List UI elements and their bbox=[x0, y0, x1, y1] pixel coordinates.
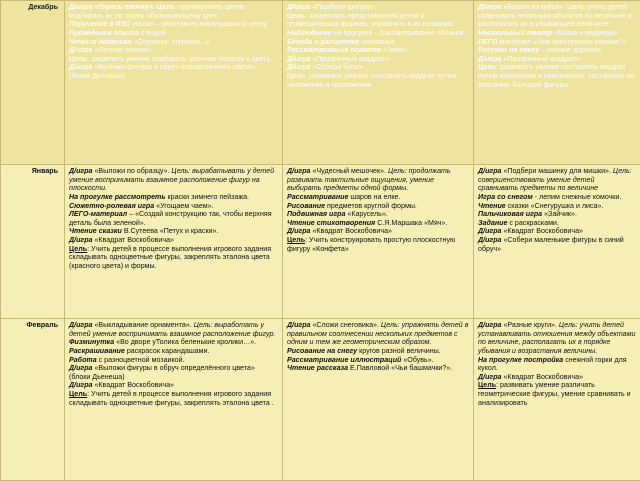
text-run: «Прозрачный квадрат» bbox=[502, 55, 580, 63]
text-run: Д/игра bbox=[478, 321, 502, 329]
cell-line bbox=[287, 193, 469, 202]
text-run: Д/игра bbox=[287, 3, 311, 11]
text-run: Д/игра bbox=[287, 167, 311, 175]
cell-line bbox=[287, 167, 469, 193]
text-run: «Выложи фигуры в обруч определённого цвета» (блоки Дьенеша) bbox=[69, 364, 255, 381]
cell-line bbox=[478, 46, 636, 55]
cell-line bbox=[287, 3, 469, 12]
cell-line bbox=[478, 210, 636, 219]
text-run: Д/игра bbox=[478, 227, 502, 235]
text-run: Д/игра bbox=[69, 364, 93, 372]
text-run: «Квадрат Воскобовича» bbox=[311, 227, 392, 235]
text-run: Д/игра bbox=[69, 167, 93, 175]
cell-line bbox=[478, 219, 636, 228]
cell-line bbox=[478, 167, 636, 193]
cell-line bbox=[69, 364, 278, 381]
text-run: Чтение сказки bbox=[69, 227, 122, 235]
text-run: На прогулке рассмотреть bbox=[69, 193, 166, 201]
text-run: «Чудесный мешочек». bbox=[311, 167, 388, 175]
text-run: Цель: упражнять детей в правильном соотнесении нескольких предметов с одним и тем же геометрическим образом. bbox=[287, 321, 468, 346]
cell-line bbox=[69, 193, 278, 202]
cell-line bbox=[287, 202, 469, 211]
text-run: «Квадрат Воскобовича» bbox=[93, 381, 174, 389]
text-run: Раскрашивание bbox=[69, 347, 125, 355]
text-run: «Подбери фигуру». bbox=[311, 3, 377, 11]
cell-line bbox=[478, 381, 636, 407]
text-run: «Разные круги». bbox=[502, 321, 559, 329]
text-run: : закрепить умение подбирать цветные полоски к цвету. bbox=[87, 55, 271, 63]
text-run: Рисование на снегу bbox=[287, 347, 357, 355]
text-run: Проведение опыта bbox=[69, 29, 139, 37]
text-run: Цель bbox=[287, 236, 305, 244]
text-run: Чтение bbox=[478, 202, 506, 210]
cell-line bbox=[287, 364, 469, 373]
cell-line bbox=[69, 245, 278, 271]
text-run: ЛЕГО-материал bbox=[69, 210, 127, 218]
text-run: Д/игра bbox=[287, 227, 311, 235]
text-run: Д/игра bbox=[287, 55, 311, 63]
text-run: Беседа о расцветке bbox=[287, 38, 359, 46]
text-run: «Выложи фигуры в обруч определённого цвета» (блоки Дьенеша) bbox=[69, 63, 255, 80]
text-run: : развивать умение различать геометрические фигуры, умение сравнивать и анализировать bbox=[478, 381, 631, 406]
row-december bbox=[1, 1, 640, 165]
cell-line bbox=[69, 227, 278, 236]
text-run: – «Создай конструкцию так, чтобы верхняя деталь была зеленой». bbox=[69, 210, 272, 227]
cell-line bbox=[287, 321, 469, 347]
january-cell-1 bbox=[65, 165, 283, 319]
cell-line bbox=[69, 236, 278, 245]
text-run: Работа bbox=[69, 356, 97, 364]
cell-line bbox=[69, 46, 278, 55]
text-run: Рассматривание иллюстраций bbox=[287, 356, 401, 364]
cell-line bbox=[69, 20, 278, 29]
text-run: Поручение в ИЗО bbox=[69, 20, 130, 28]
text-run: Цель: учить детей устанавливать отношения между объектами по величине, располагать их в порядке убывания и возрастания величины. bbox=[478, 321, 635, 355]
text-run: «Обувь». bbox=[401, 356, 433, 364]
text-run: «Собери бусы» bbox=[311, 63, 364, 71]
text-run: Цель bbox=[69, 55, 87, 63]
cell-line bbox=[478, 227, 636, 236]
text-run: «Башня из кубов». Цель: учить детей сравнивать несколько объектов по величине и располагать их в убывающей величине bbox=[478, 3, 632, 28]
text-run: Сюжетно-ролевая игра bbox=[69, 202, 154, 210]
text-run: «Квадрат Воскобовича» bbox=[93, 236, 174, 244]
cell-line bbox=[69, 338, 278, 347]
text-run: Цель: совершенствовать умение детей сравнивать предметы по величине bbox=[478, 167, 632, 192]
cell-line bbox=[478, 321, 636, 356]
text-run: с раскрасками. bbox=[507, 219, 558, 227]
text-run: Д/игра bbox=[287, 63, 311, 71]
cell-line bbox=[69, 167, 278, 193]
text-run: Д/игра bbox=[478, 167, 502, 175]
text-run: кругов разной величины. bbox=[357, 347, 441, 355]
cell-line bbox=[287, 29, 469, 38]
cell-line bbox=[287, 12, 469, 29]
cell-line bbox=[478, 55, 636, 64]
cell-line bbox=[478, 202, 636, 211]
february-cell-1 bbox=[65, 319, 283, 481]
text-run: Рассматривание bbox=[287, 193, 348, 201]
month-cell-december: Декабрь bbox=[1, 1, 65, 165]
text-run: «Выкладывание орнамента». bbox=[93, 321, 194, 329]
text-run: Игра со снегом bbox=[478, 193, 533, 201]
text-run: : развивать умение составлять квадрат путем наложения и приложения. bbox=[287, 72, 456, 89]
cell-line bbox=[478, 63, 636, 89]
text-run: Подвижная игра bbox=[287, 210, 345, 218]
december-cell-3 bbox=[474, 1, 640, 165]
text-run: с водой bbox=[139, 29, 166, 37]
cell-line bbox=[69, 347, 278, 356]
cell-line bbox=[478, 29, 636, 38]
cell-line bbox=[478, 356, 636, 373]
text-run: Пальчиковая игра bbox=[478, 210, 542, 218]
text-run: предметов круглой формы. bbox=[325, 202, 417, 210]
text-run: ЛЕГО bbox=[478, 38, 497, 46]
text-run: Е.Павловой «Чьи башмачки?». bbox=[348, 364, 452, 372]
cell-line bbox=[69, 3, 278, 20]
cell-line bbox=[69, 390, 278, 407]
cell-line bbox=[69, 55, 278, 64]
cell-line bbox=[478, 3, 636, 29]
text-run: «Зайчик». bbox=[542, 210, 577, 218]
text-run: Цель: продолжать развивать тактильные ощущения, умение выбирать предметы одной формы. bbox=[287, 167, 451, 192]
text-run: «Во дворе уТолика беленькие кролики…». bbox=[114, 338, 256, 346]
text-run: : группировать цвета, подбирать их по слову, обозначающему цвет. bbox=[69, 3, 245, 20]
cell-line bbox=[287, 356, 469, 365]
text-run: раскрасок карандашами. bbox=[125, 347, 210, 355]
row-january bbox=[1, 165, 640, 319]
text-run: с разноцветной мозаикой. bbox=[97, 356, 185, 364]
cell-line bbox=[287, 227, 469, 236]
text-run: : Учить детей в процессе выполнения игрового задания складывать одноцветные фигуры, закреплять эталона цвета (красного цвета) и формы. bbox=[69, 245, 271, 270]
cell-line bbox=[287, 72, 469, 89]
month-cell-february: Февраль bbox=[1, 319, 65, 481]
text-run: Цель: выработать у детей умение воспринимать взаимное расположение фигур. bbox=[69, 321, 275, 338]
december-cell-2 bbox=[283, 1, 474, 165]
text-run: Д/игра bbox=[69, 381, 93, 389]
text-run: С.Я.Маршака «Мяч». bbox=[375, 219, 447, 227]
text-run: Д/игра bbox=[69, 321, 93, 329]
text-run: Чтение рассказа bbox=[287, 364, 348, 372]
month-cell-january: Январь bbox=[1, 165, 65, 319]
text-run: Цель bbox=[69, 245, 87, 253]
cell-line bbox=[69, 38, 278, 47]
text-run: Чтение стихотворения bbox=[287, 219, 375, 227]
cell-line bbox=[287, 347, 469, 356]
row-february bbox=[1, 319, 640, 481]
cell-line bbox=[478, 236, 636, 253]
text-run: Д/игра bbox=[478, 3, 502, 11]
cell-line bbox=[287, 63, 469, 72]
text-run: «Сложи снеговика». bbox=[311, 321, 381, 329]
february-cell-2 bbox=[283, 319, 474, 481]
text-run: краски зимнего пейзажа. bbox=[166, 193, 249, 201]
text-run: Настольный театр bbox=[478, 29, 552, 37]
text-run: «Собери маленькие фигуры в синий обруч» bbox=[478, 236, 624, 253]
text-run: Д/игра bbox=[478, 373, 502, 381]
text-run: В.Сутеева «Петух и краски». bbox=[122, 227, 219, 235]
text-run: : развивать умение составлять квадрат путем наложения и приложения, составлять по описанию большой фигуры bbox=[478, 63, 634, 88]
text-run: «Квадрат Воскобовича» bbox=[502, 373, 583, 381]
text-run: Рисунки на снегу bbox=[478, 46, 539, 54]
text-run: : Учить детей в процессе выполнения игрового задания складывать одноцветные фигуры, закреплять эталона цвета . bbox=[69, 390, 274, 407]
text-run: на прогулке – рассматривание облаков. bbox=[332, 29, 466, 37]
text-run: Рассматривание плаката bbox=[287, 46, 381, 54]
text-run: : Учить конструировать простую плоскостную фигуру «Конфета» bbox=[287, 236, 455, 253]
text-run: «Огуречик, огуречик...» bbox=[132, 38, 210, 46]
text-run: Цель bbox=[157, 3, 175, 11]
text-run: «Прозрачный квадрат» bbox=[311, 55, 389, 63]
january-cell-2 bbox=[283, 165, 474, 319]
cell-line bbox=[287, 38, 469, 47]
text-run: Чтение потешки bbox=[69, 38, 132, 46]
text-run: «Подбери машинку для мишки». bbox=[502, 167, 613, 175]
cell-line bbox=[478, 373, 636, 382]
text-run: снеговика. bbox=[359, 38, 396, 46]
cell-line bbox=[287, 55, 469, 64]
text-run: «Лесная поляна» bbox=[93, 46, 152, 54]
text-run: «Укрась елочку». bbox=[93, 3, 157, 11]
text-run: Наблюдение bbox=[287, 29, 332, 37]
text-run: Д/игра bbox=[478, 55, 502, 63]
text-run: Рисование bbox=[287, 202, 325, 210]
text-run: Цель bbox=[478, 381, 496, 389]
text-run: Задание bbox=[478, 219, 507, 227]
text-run: Д/игра bbox=[478, 236, 502, 244]
text-run: «Угощаем чаем». bbox=[154, 202, 213, 210]
cell-line bbox=[69, 63, 278, 80]
text-run: Цель: вырабатывать у детей умение воспринимать взаимное расположение фигур на плоскости. bbox=[69, 167, 274, 192]
text-run: «Выложи по образцу». bbox=[93, 167, 172, 175]
text-run: Д/игра bbox=[287, 321, 311, 329]
text-run: Д/игра bbox=[69, 236, 93, 244]
cell-line bbox=[478, 38, 636, 47]
text-run: Д/игра bbox=[69, 46, 93, 54]
text-run: сказки «Снегурушка и лиса». bbox=[506, 202, 604, 210]
text-run: «Зима». bbox=[381, 46, 410, 54]
cell-line bbox=[287, 46, 469, 55]
cell-line bbox=[287, 236, 469, 253]
text-run: - лепим снежные комочки. bbox=[533, 193, 622, 201]
cell-line bbox=[69, 29, 278, 38]
text-run: Д/игра bbox=[69, 63, 93, 71]
text-run: Цель bbox=[69, 390, 87, 398]
text-run: «Карусель». bbox=[345, 210, 387, 218]
text-run: Цель bbox=[287, 12, 305, 20]
january-cell-3 bbox=[474, 165, 640, 319]
cell-line bbox=[287, 210, 469, 219]
text-run: шаров на елке. bbox=[348, 193, 400, 201]
cell-line bbox=[69, 210, 278, 227]
text-run: На прогулке постройка bbox=[478, 356, 563, 364]
text-run: Д/игра bbox=[69, 3, 93, 11]
text-run: Физминутка bbox=[69, 338, 114, 346]
text-run: снежной горки для кукол. bbox=[478, 356, 627, 373]
text-run: «Маша и медведь» bbox=[552, 29, 617, 37]
cell-line bbox=[287, 219, 469, 228]
text-run: уголке – расставить карандаши по цвету. bbox=[130, 20, 268, 28]
cell-line bbox=[69, 356, 278, 365]
cell-line bbox=[69, 202, 278, 211]
text-run: Цель bbox=[478, 63, 496, 71]
text-run: – разные дорожки. bbox=[539, 46, 603, 54]
cell-line bbox=[69, 321, 278, 338]
cell-line bbox=[69, 381, 278, 390]
cell-line bbox=[478, 193, 636, 202]
text-run: : закреплять представления детей о геометрических формах, упражнять в их названии. bbox=[287, 12, 455, 29]
text-run: Цель bbox=[287, 72, 305, 80]
text-run: материал «Чем конструкции разные?» bbox=[497, 38, 626, 46]
text-run: «Квадрат Воскобовича» bbox=[502, 227, 583, 235]
december-cell-1 bbox=[65, 1, 283, 165]
february-cell-3 bbox=[474, 319, 640, 481]
